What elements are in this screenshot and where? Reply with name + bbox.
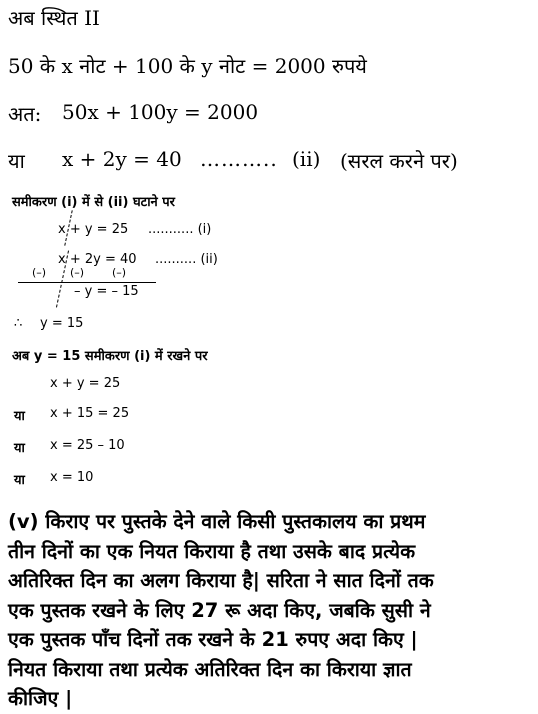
step-1-equation: x + y = 25 <box>50 376 121 391</box>
question-line: नियत किराया तथा प्रत्येक अतिरिक्त दिन का किराया ज्ञात <box>8 657 412 681</box>
equation-ii-ref: .......... (ii) <box>155 252 218 267</box>
step-4-prefix: या <box>14 473 25 488</box>
y-value: y = 15 <box>40 316 84 331</box>
step-4-equation: x = 10 <box>50 470 94 485</box>
question-line: तीन दिनों का एक नियत किराया है तथा उसके बाद प्रत्येक <box>8 539 416 563</box>
equation-setup-line: 50 के x नोट + 100 के y नोट = 2000 रुपये <box>8 54 367 78</box>
or-label: या <box>8 149 25 173</box>
leader-dots: ……….. <box>200 147 278 171</box>
equation-ii-small: x + 2y = 40 <box>58 252 137 267</box>
equation-i-ref: ........... (i) <box>148 222 212 237</box>
equation-50x-100y: 50x + 100y = 2000 <box>62 100 259 124</box>
subtraction-line <box>18 282 156 283</box>
question-line: अतिरिक्त दिन का अलग किराया है| सरिता ने सात दिनों तक <box>8 569 434 592</box>
equation-ii: x + 2y = 40 <box>62 147 182 171</box>
subtraction-result: – y = – 15 <box>74 284 139 299</box>
therefore-symbol: ∴ <box>14 316 23 331</box>
question-line: एक पुस्तक पाँच दिनों तक रखने के 21 रुपए अदा किए | <box>8 628 418 651</box>
question-v <box>8 507 534 714</box>
minus-sign-3: (–) <box>112 266 127 279</box>
step-2-prefix: या <box>14 409 25 424</box>
simplify-note: (सरल करने पर) <box>340 149 458 173</box>
hence-label: अत: <box>8 102 42 126</box>
equation-ref-ii: (ii) <box>292 147 321 171</box>
question-line: (v) किराए पर पुस्तके देने वाले किसी पुस्तकालय का प्रथम <box>8 510 426 533</box>
step-2-equation: x + 15 = 25 <box>50 406 130 421</box>
substitute-intro: अब y = 15 समीकरण (i) में रखने पर <box>12 349 208 364</box>
subtract-intro: समीकरण (i) में से (ii) घटाने पर <box>12 195 175 210</box>
minus-sign-1: (–) <box>32 266 47 279</box>
step-3-prefix: या <box>14 441 25 456</box>
question-line: कीजिए | <box>8 687 73 710</box>
minus-sign-2: (–) <box>70 266 85 279</box>
step-3-equation: x = 25 – 10 <box>50 438 125 453</box>
section-heading: अब स्थित II <box>8 6 100 30</box>
question-line: एक पुस्तक रखने के लिए 27 रू अदा किए, जबकि सुसी ने <box>8 598 431 622</box>
equation-i: x + y = 25 <box>58 222 129 237</box>
